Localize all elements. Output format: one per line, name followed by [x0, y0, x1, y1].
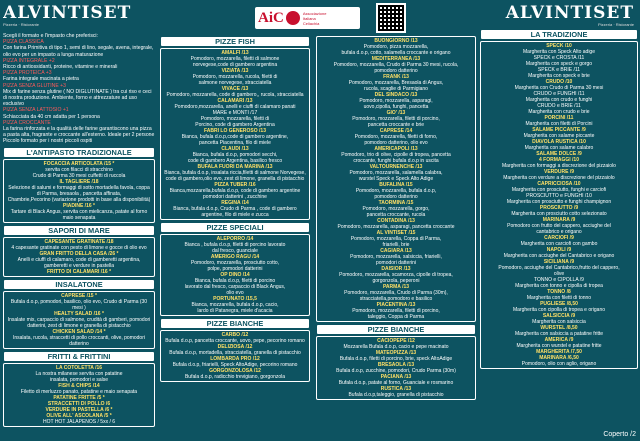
intro-line: La farina rinforzata e la qualità delle farine garantiscono una pizza: [3, 126, 152, 133]
menu-item: gorgonzola, peperoni: [372, 278, 420, 284]
menu-item: RUSTICA /13: [380, 386, 412, 392]
menu-item: PUGLIESE /8,50: [540, 301, 578, 307]
menu-item: PROSCIUTTO e FUNGHI /10: [526, 193, 592, 199]
logo-tagline-left: Pizzeria · Ristorante: [3, 22, 40, 27]
menu-item: uovo,cipolla, funghi, pancetta: [363, 104, 429, 110]
menu-item: Pomodoro, mozzarella, Coppa di Parma,: [350, 236, 442, 242]
menu-item: MARINARA /9: [542, 217, 576, 223]
menu-item: Mozzarella Bufala d.o.p, cacio e pepe macinato: [343, 344, 449, 350]
menu-item: LOMBARDA PRO /12: [210, 356, 260, 362]
section-pizze-bianche: PIZZE BIANCHE: [161, 319, 309, 328]
menu-item: Pomodoro, trio di olive, cipolle di tropea, pancetta: [341, 152, 451, 158]
menu-item: salmone norvegese, stracciatella: [198, 80, 272, 86]
menu-item: Bianca, mozzarella, bufala d.o.p, cacio,: [191, 302, 279, 308]
menu-item: friarielli, brie: [382, 242, 410, 248]
menu-item: AMERICA /9: [544, 337, 574, 343]
menu-item: NAPOLI /9: [546, 247, 572, 253]
menu-item: Margherita con verdure a discrezione del pizzaiolo: [503, 175, 615, 181]
menu-item: polpe, pomodori datterini: [207, 266, 263, 272]
menu-item: DELIZIOSA /12: [217, 344, 253, 350]
menu-item: olive: [553, 271, 565, 277]
menu-item: Margherita con crudo e funghi: [525, 97, 593, 103]
menu-item: Margherita con Speck Alto adige: [523, 49, 595, 55]
intro-line: PIZZA INTEGRALE +2: [3, 57, 55, 64]
menu-item: Bianca, bufala d.o.p, insalata riccia,filetti di salmone Norvegese,: [164, 170, 306, 176]
menu-item: Crudo di Parma 30 mesi cuffetti di ruccola: [32, 172, 126, 179]
antipasto-list: [3, 159, 155, 223]
intro-line: Ricco di antiossidanti, proteine, vitamine e minerali: [3, 64, 118, 71]
menu-item: PROSCIUTTO /9: [539, 205, 579, 211]
menu-item: CONTADINA /13: [377, 218, 415, 224]
menu-item: Pomodoro, mozzarella, salsiccia, friarielli,: [350, 254, 442, 260]
menu-item: Bufala d.o.p, pomodori, basilico, olio evo, Crudo di Parma (30 mesi ): [10, 298, 148, 311]
menu-item: BUFALINA /15: [379, 182, 413, 188]
intro-line: Piccolo formato per i nostri piccoli ospiti: [3, 138, 93, 145]
menu-item: GRAN FRITTO DELLA CASA /26 *: [39, 250, 119, 257]
menu-item: OP DINO /14: [220, 272, 250, 278]
menu-item: Porcino, code di gambero Argentina: [195, 122, 275, 128]
menu-item: Margherita con formaggi a discrezione del pizzaiolo: [502, 163, 616, 169]
menu-item: GORGONZOLOSA /12: [209, 368, 261, 374]
menu-item: Margherita con salsiccia a patatine fritte: [514, 331, 604, 337]
menu-item: OLIVE ALL' ASCOLANA /5 *: [46, 412, 112, 419]
menu-item: 4 capesante gratinate con pesto di limone e gocce di olio evo: [11, 244, 147, 251]
speciali-list: [160, 234, 310, 316]
menu-item: FOCACCIA ARTICOLATA /15 *: [43, 160, 115, 167]
menu-item: IL TAGLIERE /18: [59, 178, 99, 185]
menu-item: CALAMARI /13: [217, 98, 253, 104]
logo-tagline-right: Pizzeria · Ristorante: [597, 22, 634, 27]
menu-item: MATEOPIZZA /13: [375, 350, 417, 356]
sapori-list: [3, 237, 155, 277]
menu-item: SPECK /10: [546, 43, 572, 49]
column-4: [480, 0, 638, 441]
menu-item: Insalate mix, carpaccio di salmone, crudità di gamberi, pomodori: [7, 316, 151, 323]
menu-item: gamberetti e verdure in pastella: [43, 262, 115, 269]
menu-item: REGINA /14: [221, 200, 249, 206]
menu-item: rucola, scaglie di Parmigiano: [364, 86, 428, 92]
menu-item: FRANK /13: [383, 74, 409, 80]
menu-item: Margherita con salsiccia: [532, 319, 586, 325]
menu-item: datterini, zest di limone e granella di pistacchio: [27, 322, 131, 329]
menu-item: Margherita con prosciutto e funghi champignon: [506, 199, 612, 205]
menu-item: AMERIGO RAGU /14: [210, 254, 260, 260]
section-fritti: FRITTI & FRITTINI: [4, 352, 154, 361]
menu-item: Bufala d.o.p, friarielli, Speck AltoAdige, pecorino romano: [172, 362, 298, 368]
logo-left: ALVINTISET: [3, 3, 132, 23]
menu-item: Pomodoro, mozzarella, filetti di porcino,: [352, 116, 440, 122]
menu-item: CAPRICCIOSA /10: [537, 181, 581, 187]
menu-item: servita con filacci di stracchino: [45, 166, 113, 173]
menu-item: Chambrie,Pecorino (variazione prodotti in base alla disponibilità): [7, 196, 151, 203]
menu-item: Bianca , bufala d.o.p, filetti di porcino lavorato: [184, 242, 286, 248]
menu-item: VIZIATA /13: [221, 68, 249, 74]
menu-item: CRUDO e BRIE /11: [537, 103, 581, 109]
menu-item: Pomodoro, mozzarella, bufala d.o.p,: [355, 188, 437, 194]
menu-item: Insalata, rucola, straccetti di pollo croccanti, olive, pomodori datterino: [12, 334, 145, 347]
menu-item: pancetta croccante, rucola: [366, 212, 426, 218]
menu-item: Pomodoro, mozzarella, rucola, filetti di: [192, 74, 278, 80]
menu-item: PACIANA /13: [380, 374, 412, 380]
aic-mark-icon: [286, 11, 300, 25]
menu-item: MARINARA /6,50: [539, 355, 579, 361]
menu-item: VERDURE IN PASTELLA /6 *: [45, 406, 113, 413]
menu-item: lardo di Patanegra, miele d'acacia: [197, 308, 273, 314]
menu-item: CAPRESE /15 *: [61, 292, 97, 299]
menu-item: PIADINE /16 *: [63, 202, 95, 209]
intro-text: [3, 33, 155, 145]
menu-item: cantabrico e origano: [536, 229, 582, 235]
menu-item: Bufala d.o.p, patate al forno, Guanciale e rosmarino: [338, 380, 454, 386]
logo-right: ALVINTISET: [505, 3, 634, 23]
menu-item: STRACCETTI DI POLLO /6: [47, 400, 111, 407]
fish-list: [160, 48, 310, 220]
menu-item: Margherita con acciughe del Cantabrico e origano: [503, 253, 615, 259]
menu-item: insalata, pomodori e salse: [49, 376, 109, 383]
menu-item: AMALFI /13: [221, 50, 249, 56]
menu-item: MEDITERRANEA /13: [371, 56, 421, 62]
menu-item: Pomodoro, mozzarella, filetti di: [200, 116, 270, 122]
menu-item: HOT HOT JALAPENOS / 5xx / 6: [42, 418, 116, 425]
menu-item: Margherita con filetti di tonno: [526, 295, 592, 301]
menu-item: Pomodoro, mozzarella, Crudo di Parma (30m),: [344, 290, 448, 296]
menu-item: norvegese,code di gambero argentina: [192, 62, 278, 68]
menu-item: FABRI LO GENEROSO /13: [204, 128, 266, 134]
intro-line: Scegli il formato e l'impasto che preferisci:: [3, 33, 98, 39]
bianche2-list: [316, 336, 476, 400]
menu-item: taleggio, Coppa di Parma: [367, 314, 425, 320]
menu-item: Margherita con crudo e brie: [528, 109, 590, 115]
menu-item: BRESAOLA /13: [377, 362, 415, 368]
menu-item: Tartare di Black Angus, servita con mielicanza, patate al forno: [10, 208, 148, 215]
menu-item: BUONGIORNO /13: [374, 38, 418, 44]
intro-line: a pasta alta, fragrante e croccante all'esterno. Ideale per 2 persone: [3, 132, 155, 139]
menu-item: Bufala d.o.p, pancetta croccante, uovo, pepe, pecorino romano: [165, 338, 305, 344]
menu-item: di Parma, bresaola , pancetta affinata,: [36, 190, 122, 197]
menu-item: Pomodoro, acciughe del Cantabrico,frutto del cappero,: [498, 265, 620, 271]
menu-item: Bufala d.o.p, radicchio trevigiano, gorgonzola: [184, 374, 286, 380]
menu-item: PIZZA TUBER /16: [214, 182, 256, 188]
menu-item: Pomodoro, mozzarella, filetti di forno,: [354, 134, 438, 140]
menu-item: VERDURE /9: [543, 169, 574, 175]
menu-item: Pomodoro,mozzarella, anelli e ciuffi di calamaro panati: [174, 104, 296, 110]
menu-item: Margherita con salame calabro: [524, 145, 594, 151]
menu-item: TAORMINA /15: [378, 200, 414, 206]
menu-item: 4 FORMAGGI /10: [538, 157, 579, 163]
coperto-label: Coperto /2: [603, 431, 636, 438]
menu-item: pancetta croccante e brie: [367, 122, 425, 128]
intro-line: PIZZA SENZA LATTOSIO +1: [3, 107, 69, 114]
menu-item: Filetto di merluzzo panato, patatine e maio senapata: [20, 388, 138, 395]
menu-item: BUFALA FUORI DA MARINA /13: [197, 164, 273, 170]
menu-item: La nostra milanese servita con patatine: [35, 370, 123, 377]
menu-item: TONNO /8: [547, 289, 571, 295]
menu-item: MARE e MONTI /17: [212, 110, 258, 116]
menu-item: PORCINI /11: [544, 115, 574, 121]
menu-item: Pomodoro, mozzarella, filetti di porcino,: [352, 308, 440, 314]
menu-item: PARMA /13: [382, 284, 410, 290]
menu-item: wurstel Speck e Speck Alto Adige: [358, 176, 434, 182]
aic-label: AiC: [258, 9, 284, 26]
menu-item: olio evo: [226, 290, 244, 296]
menu-item: Margherita con salame piccante: [523, 133, 595, 139]
menu-item: Anelli e ciuffi di calamaro, code di gamberetti argentina,: [17, 256, 141, 263]
menu-item: PIACENTINA /13: [376, 302, 416, 308]
menu-item: Pomodoro, mozzarella, scamorza, cipolle di tropea,: [339, 272, 453, 278]
section-sapori: SAPORI DI MARE: [4, 226, 154, 235]
menu-item: CLAUDI /13: [221, 146, 249, 152]
menu-item: Pomodoro, mozzarella, prosciutto cotto,: [190, 260, 280, 266]
menu-item: Margherita con carciofi con gambo: [520, 241, 598, 247]
menu-item: Margherita con filetti di Porcini: [525, 121, 593, 127]
menu-item: CRUDO /10: [545, 79, 573, 85]
menu-item: Pomodoro, mozzarella, code di gambero,, rucola, stracciatella: [166, 92, 304, 98]
menu-item: TONNO e CIPOLLA /9: [534, 277, 584, 283]
menu-item: PORTUNATO /15,5: [213, 296, 257, 302]
menu-item: Pomodoro, pizza mozzarella,: [363, 44, 429, 50]
menu-item: Margherita con prosciutto, funghi e carciofi: [511, 187, 607, 193]
menu-item: CAPRESE /14: [379, 128, 413, 134]
menu-item: bufala d.o.p, cotto, salamella croccante e origano: [341, 50, 451, 56]
menu-item: CARCIOFI /9: [544, 235, 574, 241]
menu-item: maio senapata: [62, 214, 96, 221]
menu-item: SALAME PICCANTE /9: [532, 127, 586, 133]
menu-item: Pomodoro, mozzarella, gorgo,: [362, 206, 430, 212]
section-pizze-bianche-2: PIZZE BIANCHE: [317, 325, 475, 334]
menu-item: Margherita con speck e brie: [528, 73, 590, 79]
menu-item: DEL SINDACO /13: [374, 92, 418, 98]
menu-item: CARBO /12: [221, 332, 249, 338]
menu-item: GIO' /13: [386, 110, 406, 116]
menu-item: Margherita con speck e gorgo: [525, 61, 593, 67]
menu-item: pomodoro datterino: [374, 68, 418, 74]
menu-item: Margherita con Crudo di Parma 30 mesi: [514, 85, 604, 91]
column-3: [316, 0, 476, 441]
menu-item: FRITTO DI CALAMARI /16 *: [46, 268, 112, 275]
intro-line: Schiacciata da 40 cm adatta per 1 persona: [3, 113, 100, 120]
menu-item: Bufala d.o.p, zucchine, pomodori, Crudo Parma (30m): [336, 368, 456, 374]
menu-item: CAPESANTE GRATINATE /18: [44, 238, 114, 245]
column-1: [3, 0, 155, 441]
menu-item: pomodori datterini , zucchine: [203, 194, 267, 200]
menu-item: PATATINE FRITTE /5 *: [53, 394, 105, 401]
menu-item: MARGHERITA /7,50: [536, 349, 582, 355]
intro-line: PIZZA PROTEICA +3: [3, 70, 52, 77]
column-2: [160, 0, 310, 441]
section-antipasto: L'ANTIPASTO TRADIZIONALE: [4, 148, 154, 157]
intro-line: di nostra produzione. Ambiente, forno e attrezzature ad uso esclusivo: [3, 95, 137, 108]
intro-line: Con farina Primitiva di tipo 1, semi di lino, segale, avena, integrale,: [3, 45, 154, 52]
menu-item: SALAME DOLCE /9: [536, 151, 582, 157]
menu-item: Margherita con tonno e cipolla di tropea: [515, 283, 603, 289]
menu-item: Pomodoro, mozzarella, Crudo di Parma 30 mesi, rucola,: [333, 62, 459, 68]
aic-sub: Associazione Italiana Celiachia: [302, 10, 327, 26]
menu-item: argentine, filo di miele e zucca: [201, 212, 269, 218]
menu-item: CRUDO e FUNGHI /11: [533, 91, 585, 97]
menu-item: WURSTEL /8,50: [540, 325, 578, 331]
menu-item: DIAVOLA RUSTICA /10: [532, 139, 586, 145]
menu-item: AMERICAPOLI /13: [374, 146, 418, 152]
aic-logo: [255, 7, 360, 29]
menu-item: Bianca, bufala d.o.p,code di gambero argentine,: [181, 134, 289, 140]
qr-code-icon: [376, 3, 406, 33]
menu-item: lavorato dal fresco, carpaccio di Black Angus,: [184, 284, 286, 290]
menu-item: stracciatella,pomodoro e basilico: [359, 296, 433, 302]
menu-item: Pomodoro, mozzarella, asparagi,: [359, 98, 433, 104]
menu-item: Bufala d.o.p,taleggio, granella di pistacchio: [348, 392, 444, 398]
menu-item: SPECK e BRIE /11: [537, 67, 581, 73]
intro-line: Mix di farine senza glutine ( NO DIGLUTINATE ) tra cui riso e ceci: [3, 88, 152, 95]
intro-line: olio evo per un impasto a lunga maturazione: [3, 51, 104, 58]
menu-item: CHICKEN SALAD /14 *: [52, 328, 106, 335]
menu-item: Pomodoro, mozzarella, salamella calabra,: [349, 170, 443, 176]
menu-item: code di gambero,olio evo, zest di limone, granella di pistacchio: [165, 176, 305, 182]
menu-item: Pomodoro, mozzarella, Bresaola di Angus,: [348, 80, 444, 86]
intro-line: PIZZA CROCCANTE: [3, 119, 51, 126]
menu-item: Margherita con wurstel e patatine fritte: [516, 343, 602, 349]
menu-item: Pomodoro, mozzarella, asparagi, pancetta croccante: [337, 224, 455, 230]
menu-item: Pomodoro con frutto del cappero, acciughe del: [507, 223, 611, 229]
menu-item: ALEPORRO /14: [216, 236, 254, 242]
menu-item: LA COTOLETTA /16: [55, 364, 103, 371]
menu-item: pomodori datterini: [375, 260, 417, 266]
section-tradizione: LA TRADIZIONE: [481, 30, 637, 39]
menu-item: pomodoro datterino, olio evo: [364, 140, 428, 146]
menu-item: SALSICCIA /9: [542, 313, 576, 319]
section-pizze-speciali: PIZZE SPECIALI: [161, 223, 309, 232]
menu-item: AL VINTISET /15: [376, 230, 416, 236]
menu-item: VALTOURNENCHE /13: [369, 164, 423, 170]
menu-item: dal fresco, guanciale: [212, 248, 258, 254]
menu-item: Bufala d.o.p, mortadella, stracciatella, granella di pistacchio: [169, 350, 301, 356]
menu-item: Margherita con prosciutto cotto selezionato: [511, 211, 607, 217]
menu-item: pomodoro datterino: [374, 194, 418, 200]
menu-item: VIVACE /13: [221, 86, 249, 92]
menu-item: code di gambero Argentina, basilico fresco: [187, 158, 283, 164]
rosse-list: [316, 36, 476, 322]
menu-item: pancetta Piacentina, filo di miele: [199, 140, 271, 146]
intro-line: PIZZA SENZA GLUTINE +3: [3, 82, 66, 89]
menu-item: FISH & CHIPS /14: [58, 382, 100, 389]
section-insalatone: INSALATONE: [4, 280, 154, 289]
menu-item: Bianca,mozzarella,bufala d.o.p, code di gambero argentine: [169, 188, 301, 194]
bianche-list: [160, 330, 310, 382]
menu-item: Bianca, bufala d.o.p, filetti di porcino: [194, 278, 276, 284]
intro-line: PIZZA CLASSICA: [3, 39, 44, 46]
menu-item: Bufala d.o.p, filetti di porcino, brie, speck AltoAdige: [339, 356, 453, 362]
menu-item: SPECK e CROSTA /11: [533, 55, 585, 61]
menu-item: Margherita con cipolla di tropea e origano: [513, 307, 605, 313]
menu-item: Pomodoro, mozzarella, filetti di salmone: [190, 56, 280, 62]
fritti-list: [3, 363, 155, 427]
menu-item: croccante, funghi bufala d.o.p in uscita: [353, 158, 439, 164]
section-pizze-fish: PIZZE FISH: [161, 37, 309, 46]
menu-item: Bianca, bufala d.o.p, Crudo di Parma , code di gambero: [173, 206, 297, 212]
menu-item: Selezione di salumi e formaggi di sotto mortadella favola, coppa: [8, 184, 150, 191]
menu-item: HEALTY SALAD /16 *: [54, 310, 104, 317]
menu-item: CAGIARA /13: [380, 248, 412, 254]
insalatone-list: [3, 291, 155, 349]
menu-item: Bianca, bufala d.o.p, pomodori secchi,: [192, 152, 278, 158]
menu-item: DAISIOR /13: [381, 266, 411, 272]
intro-line: Farina integrale macinata a pietra: [3, 76, 79, 83]
menu-item: Pomodoro, olio con aglio, origano: [521, 361, 597, 367]
menu-item: CACIOPEPE /12: [377, 338, 415, 344]
menu-item: SICILIANA /9: [543, 259, 575, 265]
tradizione-list: [480, 41, 638, 369]
